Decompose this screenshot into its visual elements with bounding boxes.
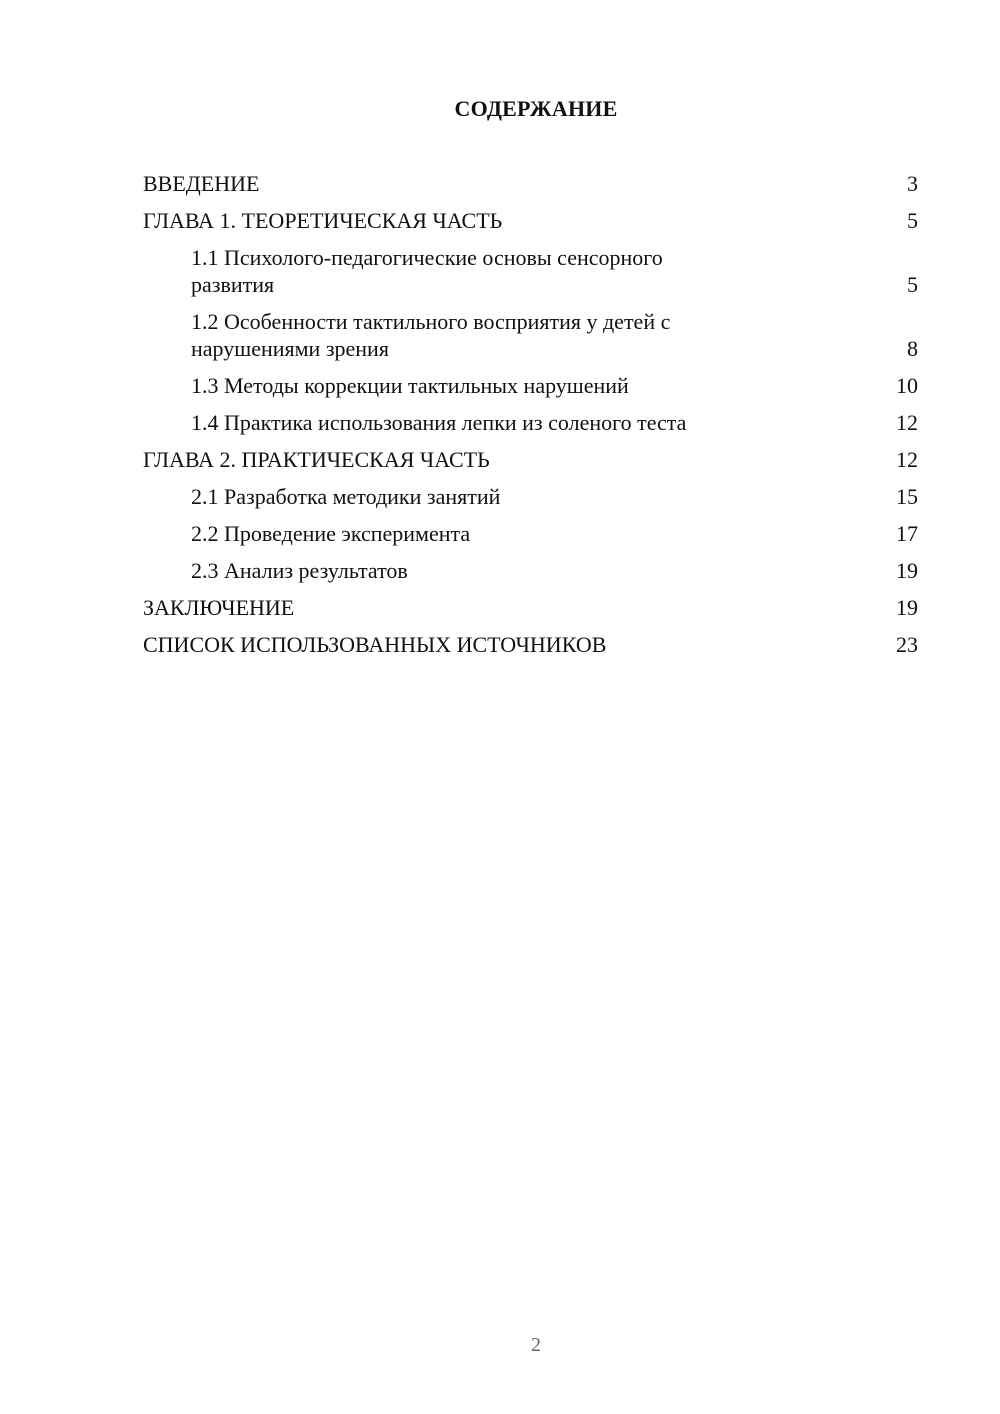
page-number: 2 (531, 1334, 541, 1356)
toc-entry-page: 5 (907, 208, 918, 233)
toc-entry-page: 15 (896, 484, 918, 509)
toc-entry-page: 12 (896, 447, 918, 472)
toc-entry-label: ГЛАВА 2. ПРАКТИЧЕСКАЯ ЧАСТЬ (143, 447, 490, 472)
toc-entry-label: 1.1 Психолого-педагогические основы сенсорного развития (191, 245, 663, 297)
toc-entry-page: 12 (896, 410, 918, 435)
toc-entry-page: 5 (907, 272, 918, 297)
toc-entry-page: 23 (896, 632, 918, 657)
toc-entry-section-1-4[interactable] (143, 409, 918, 436)
toc-entry-label: ВВЕДЕНИЕ (143, 171, 260, 196)
toc-entry-page: 17 (896, 521, 918, 546)
toc-entry-introduction[interactable] (143, 170, 918, 197)
toc-entry-page: 3 (907, 171, 918, 196)
toc-entry-section-2-3[interactable] (143, 557, 918, 584)
toc-entry-label: 2.3 Анализ результатов (191, 558, 408, 583)
toc-entry-page: 19 (896, 595, 918, 620)
toc-entry-references[interactable] (143, 631, 918, 658)
toc-entry-page: 10 (896, 373, 918, 398)
toc-entry-label: 2.2 Проведение эксперимента (191, 521, 471, 546)
toc-entry-section-2-2[interactable] (143, 520, 918, 547)
toc-entry-section-1-2[interactable] (143, 308, 918, 362)
toc-entry-page: 8 (907, 336, 918, 361)
table-of-contents (143, 170, 918, 668)
toc-entry-label: СПИСОК ИСПОЛЬЗОВАННЫХ ИСТОЧНИКОВ (143, 632, 607, 657)
toc-entry-conclusion[interactable] (143, 594, 918, 621)
page-title: СОДЕРЖАНИЕ (454, 96, 618, 121)
toc-entry-section-1-3[interactable] (143, 372, 918, 399)
toc-entry-label: 1.3 Методы коррекции тактильных нарушений (191, 373, 629, 398)
toc-entry-label: 1.2 Особенности тактильного восприятия у детей с нарушениями зрения (191, 309, 671, 361)
toc-entry-label: 2.1 Разработка методики занятий (191, 484, 501, 509)
toc-entry-label: 1.4 Практика использования лепки из соленого теста (191, 410, 687, 435)
toc-entry-section-2-1[interactable] (143, 483, 918, 510)
toc-entry-page: 19 (896, 558, 918, 583)
toc-entry-label: ЗАКЛЮЧЕНИЕ (143, 595, 295, 620)
toc-entry-label: ГЛАВА 1. ТЕОРЕТИЧЕСКАЯ ЧАСТЬ (143, 208, 503, 233)
toc-entry-chapter-1[interactable] (143, 207, 918, 234)
toc-entry-chapter-2[interactable] (143, 446, 918, 473)
toc-entry-section-1-1[interactable] (143, 244, 918, 298)
